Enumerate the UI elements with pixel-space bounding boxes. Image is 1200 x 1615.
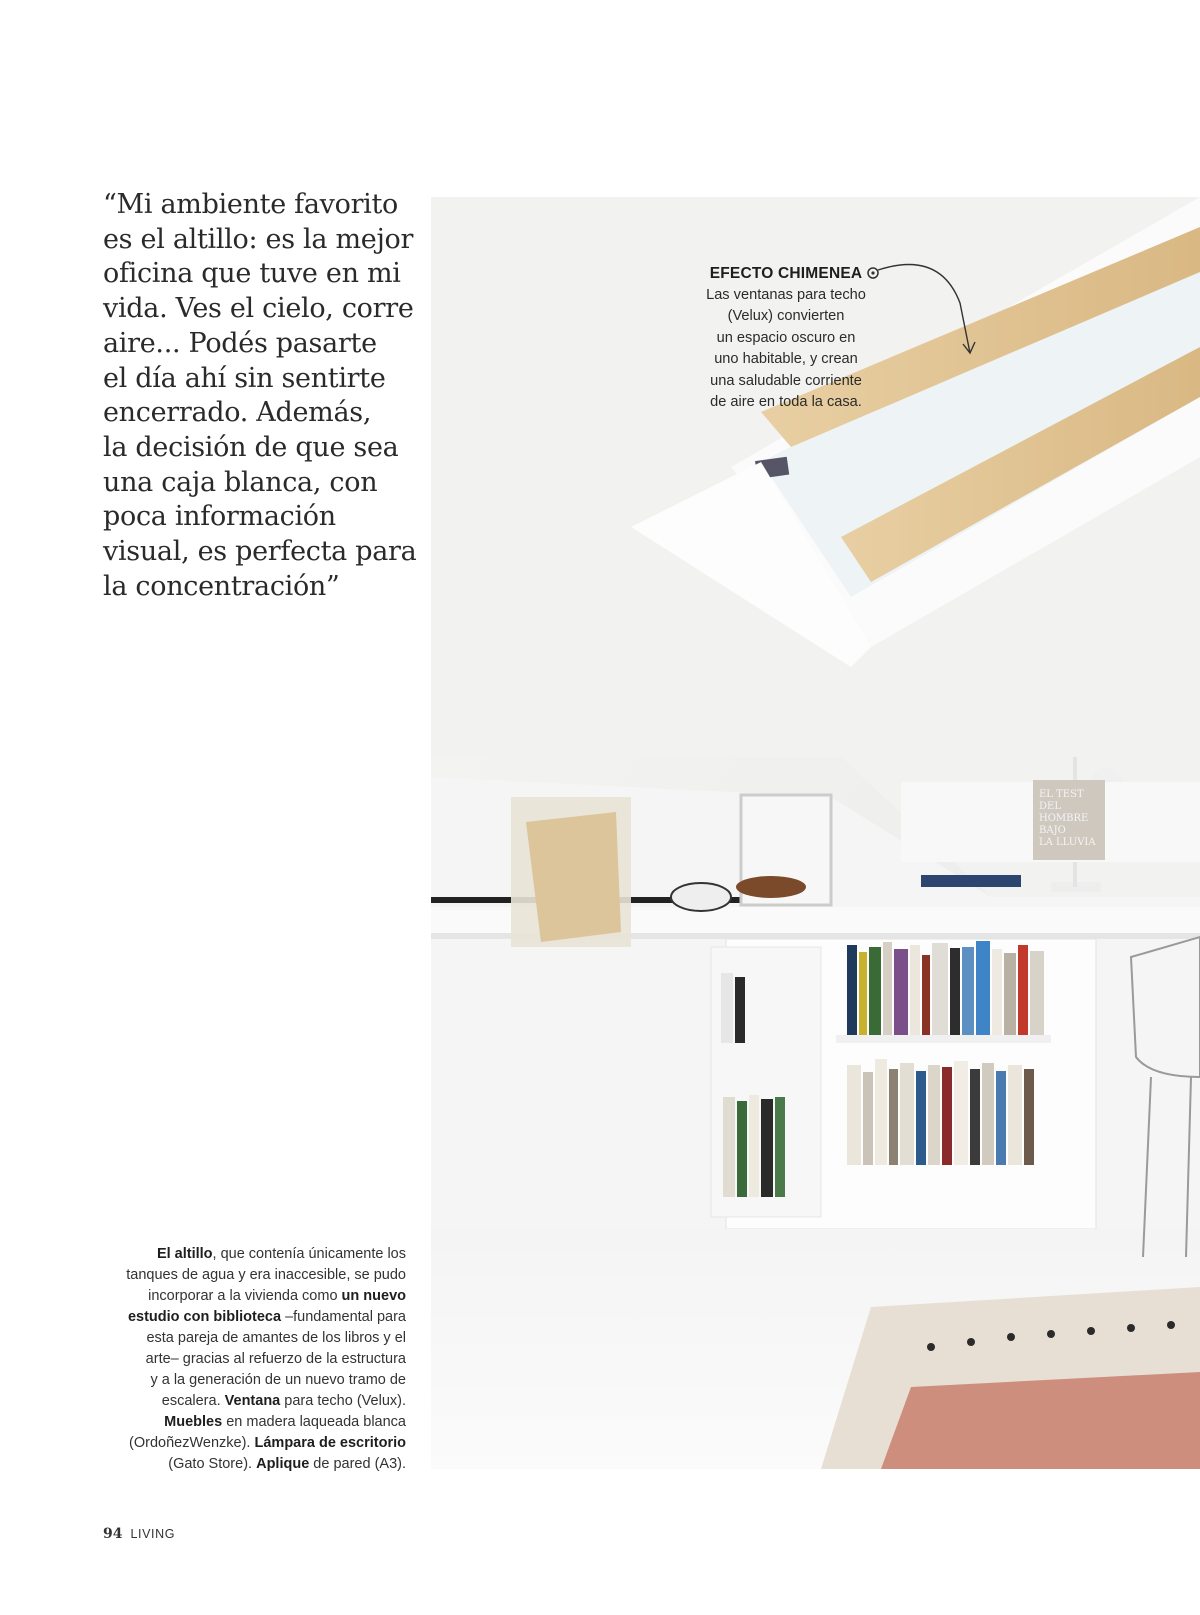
pull-quote [103, 188, 417, 604]
callout-title: EFECTO CHIMENEA [709, 265, 863, 282]
callout-line: una saludable corriente [710, 372, 862, 389]
caption-line: escalera. Ventana para techo (Velux). [161, 1393, 406, 1409]
callout-body [686, 285, 886, 414]
photo-caption [96, 1244, 406, 1475]
page-footer [103, 1526, 175, 1542]
parchment-art [526, 812, 621, 942]
quote-line: vida. Ves el cielo, corre [103, 293, 414, 325]
quote-line: el día ahí sin sentirte [103, 362, 386, 394]
shelf-board [836, 1035, 1051, 1043]
quote-line: poca información [103, 501, 336, 533]
book-cover-line: LA LLUVIA [1039, 837, 1096, 848]
quote-line: es el altillo: es la mejor [103, 223, 414, 255]
caption-line: y a la generación de un nuevo tramo de [150, 1372, 406, 1388]
quote-line: la concentración” [103, 570, 340, 602]
book-cover-line: HOMBRE [1039, 813, 1089, 824]
quote-line: una caja blanca, con [103, 466, 378, 498]
caption-line: (Gato Store). Aplique de pared (A3). [168, 1456, 406, 1472]
quote-line: visual, es perfecta para [103, 536, 417, 568]
toy-dachshund [736, 876, 806, 898]
rug-pattern [881, 1372, 1200, 1469]
quote-line: la decisión de que sea [103, 431, 399, 463]
callout-line: Las ventanas para techo [706, 286, 866, 303]
callout [686, 263, 886, 414]
quote-line: “Mi ambiente favorito [103, 189, 399, 220]
caption-line: esta pareja de amantes de los libros y el [146, 1330, 406, 1346]
quote-line: encerrado. Además, [103, 397, 372, 429]
caption-line: incorporar a la vivienda como un nuevo [148, 1288, 406, 1304]
caption-line: estudio con biblioteca –fundamental para [127, 1309, 406, 1325]
quote-line: oficina que tuve en mi [103, 258, 401, 290]
book-cover-line: DEL [1039, 801, 1061, 812]
callout-line: uno habitable, y crean [714, 351, 858, 367]
desk-book [921, 875, 1021, 887]
quote-line: aire... Podés pasarte [103, 327, 377, 359]
section-name: LIVING [130, 1527, 176, 1541]
books-top-shelf [847, 941, 1044, 1035]
book-cover-line: EL TEST [1039, 789, 1084, 800]
caption-line: El altillo, que contenía únicamente los [156, 1246, 406, 1262]
caption-line: arte– gracias al refuerzo de la estructura [145, 1351, 406, 1367]
callout-line: de aire en toda la casa. [710, 394, 862, 410]
callout-line: un espacio oscuro en [716, 329, 856, 346]
caption-line: tanques de agua y era inaccesible, se pudo [126, 1267, 406, 1283]
page-number: 94 [103, 1526, 123, 1542]
toy-dog [671, 883, 731, 911]
callout-line: (Velux) convierten [727, 308, 845, 324]
caption-line: Muebles en madera laqueada blanca [164, 1414, 406, 1430]
caption-line: (OrdoñezWenzke). Lámpara de escritorio [129, 1435, 406, 1451]
book-cover-line: BAJO [1039, 825, 1066, 836]
